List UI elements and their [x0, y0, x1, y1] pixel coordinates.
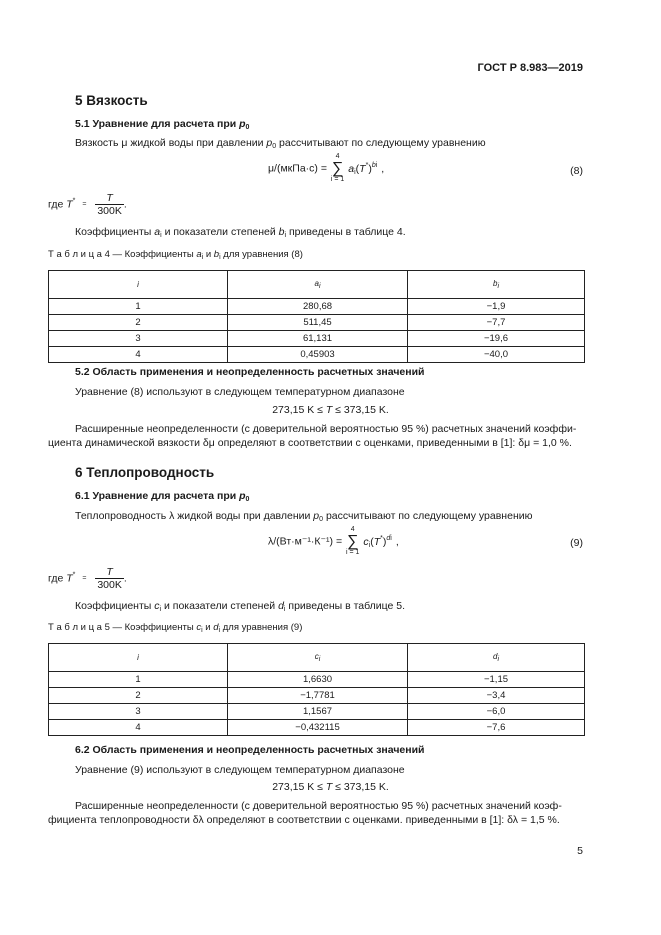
- section-5-2-line1: Уравнение (8) используют в следующем температурном диапазоне: [75, 386, 405, 398]
- section-5-2-line2: Расширенные неопределенности (с доверительной вероятностью 95 %) расчетных значений коэффи-: [75, 423, 577, 435]
- section-5-2-line3: циента динамической вязкости δμ определяют в соответствии с оценками, приведенными в [1]: δμ = 1,0 %.: [48, 437, 572, 449]
- document-code: ГОСТ Р 8.983—2019: [477, 62, 583, 74]
- section-5-1-title: 5.1 Уравнение для расчета при $p_0$: [75, 118, 250, 131]
- section-5-title: 5 Вязкость: [75, 93, 148, 108]
- table-cell: −0,432115: [228, 720, 408, 736]
- equation-9: λ/(Вт·м⁻¹·К⁻¹) = 4 ∑ i = 1 $c_i(T^*)^{di}$ ,: [268, 526, 399, 556]
- table-header-row: [49, 271, 585, 299]
- table-cell: 2: [49, 688, 228, 704]
- table-4: [48, 270, 585, 363]
- table-row: [49, 672, 585, 688]
- section-6-2-line2: Расширенные неопределенности (с доверительной вероятностью 95 %) расчетных значений коэф-: [75, 800, 562, 812]
- table-cell: −1,7781: [228, 688, 408, 704]
- section-5-2-title: 5.2 Область применения и неопределенность расчетных значений: [75, 366, 425, 378]
- table-cell: −7,6: [408, 720, 585, 736]
- table-cell: 4: [49, 720, 228, 736]
- table-header-row: [49, 644, 585, 672]
- table-cell: −1,9: [408, 299, 585, 315]
- fraction-T-300K: $\frac{T}{300K}$: [97, 566, 122, 591]
- table-4-caption: Т а б л и ц а 4 — Коэффициенты $a_i$ и $b_i$ для уравнения (8): [48, 249, 303, 261]
- table-row: [49, 347, 585, 363]
- equation-8: μ/(мкПа·с) = 4 ∑ i = 1 $a_i(T^*)^{bi}$ ,: [268, 153, 385, 183]
- section-6-title: 6 Теплопроводность: [75, 465, 215, 480]
- table-cell: −19,6: [408, 331, 585, 347]
- column-header: $a_i$: [228, 271, 408, 299]
- table-cell: 0,45903: [228, 347, 408, 363]
- table-cell: −40,0: [408, 347, 585, 363]
- section-6-1-intro: Теплопроводность λ жидкой воды при давлении $p_0$ рассчитывают по следующему уравнению: [75, 510, 533, 523]
- table-row: [49, 331, 585, 347]
- table-cell: −6,0: [408, 704, 585, 720]
- table-cell: 61,131: [228, 331, 408, 347]
- table-cell: 1: [49, 672, 228, 688]
- table-row: [49, 720, 585, 736]
- table-cell: 280,68: [228, 299, 408, 315]
- table-row: [49, 299, 585, 315]
- column-header: i: [49, 644, 228, 672]
- table-row: [49, 315, 585, 331]
- table-5: [48, 643, 585, 736]
- table-cell: 2: [49, 315, 228, 331]
- equation-9-where: где T* = $\frac{T}{300K}$ .: [48, 566, 127, 591]
- table-row: [49, 688, 585, 704]
- equation-8-where: где T* = $\frac{T}{300K}$ .: [48, 192, 127, 217]
- table-cell: 511,45: [228, 315, 408, 331]
- table-5-caption: Т а б л и ц а 5 — Коэффициенты $c_i$ и $d_i$ для уравнения (9): [48, 622, 303, 634]
- page-number: 5: [577, 845, 583, 857]
- section-6-1-title: 6.1 Уравнение для расчета при $p_0$: [75, 490, 250, 503]
- table-cell: 4: [49, 347, 228, 363]
- fraction-T-300K: $\frac{T}{300K}$: [97, 192, 122, 217]
- sum-symbol: 4 ∑ i = 1: [330, 153, 345, 183]
- table-cell: 1,6630: [228, 672, 408, 688]
- section-6-2-line1: Уравнение (9) используют в следующем температурном диапазоне: [75, 764, 405, 776]
- table-cell: 3: [49, 331, 228, 347]
- table-cell: 1: [49, 299, 228, 315]
- temperature-range-9: 273,15 K ≤ T ≤ 373,15 K.: [272, 781, 389, 793]
- table-cell: 1,1567: [228, 704, 408, 720]
- section-6-2-title: 6.2 Область применения и неопределенность расчетных значений: [75, 744, 425, 756]
- column-header: i: [49, 271, 228, 299]
- equation-8-number: (8): [570, 165, 583, 177]
- table-cell: −3,4: [408, 688, 585, 704]
- equation-9-number: (9): [570, 537, 583, 549]
- table-row: [49, 704, 585, 720]
- table-cell: 3: [49, 704, 228, 720]
- column-header: $c_i$: [228, 644, 408, 672]
- sum-symbol: 4 ∑ i = 1: [346, 526, 360, 556]
- table-cell: −1,15: [408, 672, 585, 688]
- column-header: $d_i$: [408, 644, 585, 672]
- section-6-2-line3: фициента теплопроводности δλ определяют в соответствии с оценками. приведенными в [1]: δλ = 1,5 %.: [48, 814, 560, 826]
- section-5-1-intro: Вязкость μ жидкой воды при давлении $p_0$ рассчитывают по следующему уравнению: [75, 137, 486, 150]
- temperature-range-8: 273,15 K ≤ T ≤ 373,15 K.: [272, 404, 389, 416]
- table-cell: −7,7: [408, 315, 585, 331]
- table-4-reference: Коэффициенты $a_i$ и показатели степеней $b_i$ приведены в таблице 4.: [75, 226, 406, 239]
- column-header: $b_i$: [408, 271, 585, 299]
- table-5-reference: Коэффициенты $c_i$ и показатели степеней $d_i$ приведены в таблице 5.: [75, 600, 406, 613]
